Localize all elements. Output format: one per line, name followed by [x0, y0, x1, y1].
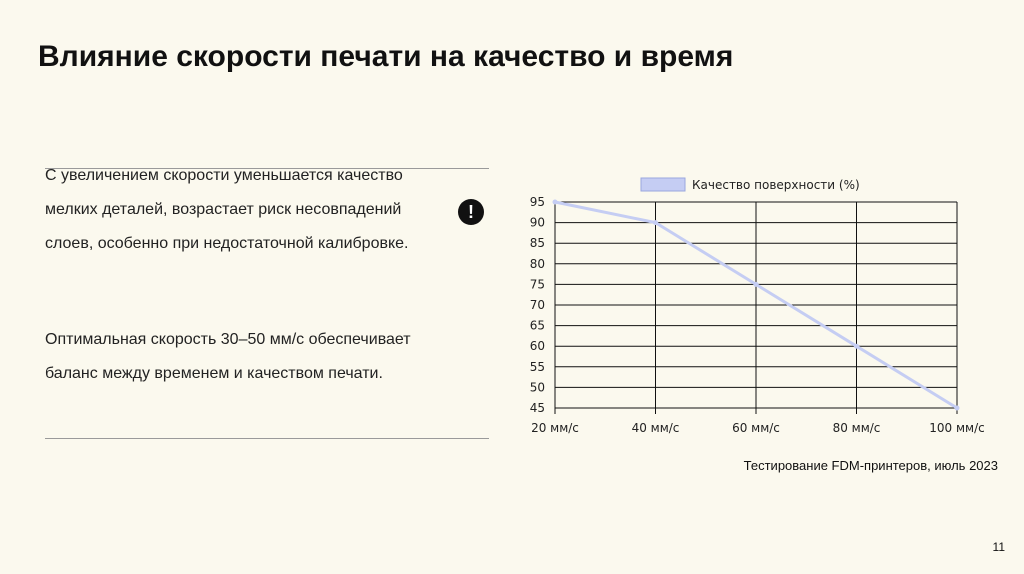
y-tick-label: 65: [529, 318, 545, 333]
y-tick-label: 75: [529, 277, 545, 292]
exclamation-icon: !: [458, 199, 484, 225]
y-tick-label: 85: [529, 236, 545, 251]
slide-title: Влияние скорости печати на качество и время: [38, 40, 734, 73]
x-tick-label: 40 мм/с: [631, 421, 680, 435]
legend-label: Качество поверхности (%): [692, 178, 860, 192]
y-tick-label: 55: [529, 359, 545, 374]
x-tick-label: 60 мм/с: [732, 421, 780, 435]
y-tick-label: 50: [529, 380, 545, 395]
data-point: [653, 220, 658, 225]
x-tick-label: 80 мм/с: [832, 421, 881, 435]
y-tick-label: 60: [529, 339, 545, 354]
y-tick-label: 80: [529, 256, 545, 271]
data-point: [553, 200, 558, 205]
quality-line-chart: [520, 170, 1000, 440]
source-caption: Тестирование FDM-принтеров, июль 2023: [743, 458, 998, 473]
y-tick-label: 90: [529, 215, 545, 230]
paragraph-speed-effect: С увеличением скорости уменьшается качество мелких деталей, возрастает риск несовпадений слоев, особенно при недостаточной калибровке.: [45, 167, 409, 252]
paragraph-optimal-speed: Оптимальная скорость 30–50 мм/с обеспечивает баланс между временем и качеством печати.: [45, 331, 411, 382]
y-tick-label: 95: [529, 195, 545, 209]
text-panel: [45, 168, 489, 439]
x-tick-label: 20 мм/с: [531, 421, 579, 435]
data-point: [854, 344, 859, 349]
x-tick-label: 100 мм/с: [929, 421, 985, 435]
data-point: [955, 406, 960, 411]
data-point: [754, 282, 759, 287]
y-tick-label: 45: [529, 401, 545, 415]
divider-bottom: [45, 438, 489, 439]
y-tick-label: 70: [529, 298, 545, 312]
page-number: 11: [992, 540, 1005, 554]
legend-swatch: [641, 178, 685, 191]
